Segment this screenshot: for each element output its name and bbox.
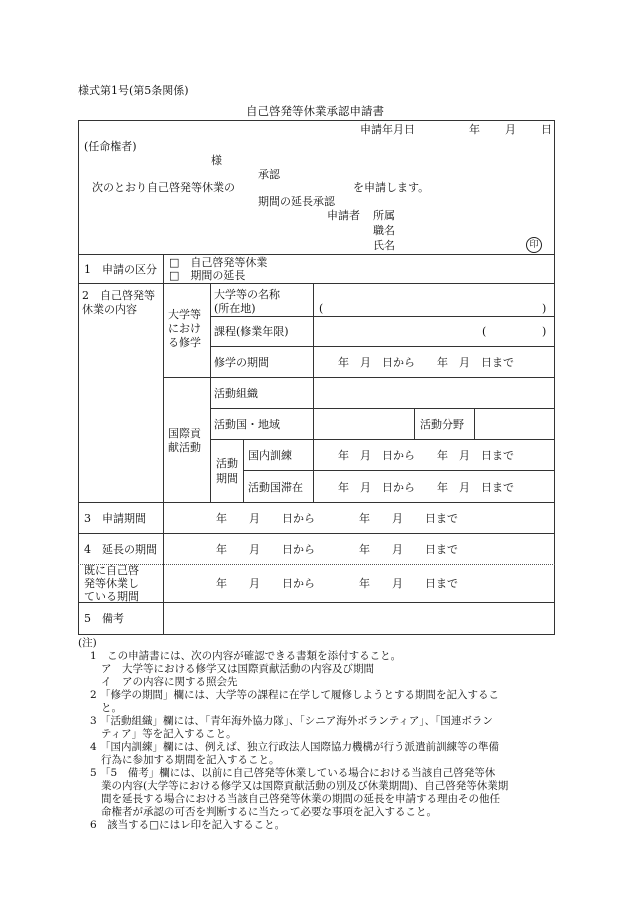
rule-university-name-bottom [210, 316, 555, 317]
date-year: 年 [469, 123, 480, 136]
rule-section3-bottom [78, 533, 555, 534]
note-line: ア 大学等における修学又は国際貢献活動の内容及び期間 [101, 663, 374, 675]
university-label-1: 大学等 [168, 308, 201, 321]
section1-label: 1 申請の区分 [84, 263, 157, 276]
rule-field-left [414, 408, 415, 439]
course-close-paren: ) [542, 325, 547, 338]
university-location-close-paren: ) [542, 302, 547, 315]
rule-period-column [243, 439, 244, 502]
rule-section2-bottom [78, 502, 555, 503]
approval-label: 承認 [258, 168, 280, 181]
already-leave-label-1: 既に自己啓 [84, 564, 139, 577]
request-prefix: 次のとおり自己啓発等休業の [92, 181, 235, 194]
rule-section4-bottom [78, 602, 555, 603]
already-leave-label-3: ている期間 [84, 590, 139, 603]
section2-label-line1: 2 自己啓発等 [82, 289, 155, 302]
note-line: 1 この申請書には、次の内容が確認できる書類を添付すること。 [90, 650, 402, 662]
note-line: 4 「国内訓練」欄には、例えば、独立行政法人国際協力機構が行う派遣前訓練等の準備 [90, 741, 500, 753]
activity-country-label: 活動国・地域 [214, 418, 280, 431]
note-line: 間を延長する場合における当該自己啓発等休業の期間の延長を申請する理由その他任 [101, 793, 500, 805]
university-label-3: る修学 [168, 336, 201, 349]
rule-university-bottom [163, 377, 555, 378]
rule-period-value-column [313, 439, 314, 502]
form-title: 自己啓発等休業承認申請書 [246, 104, 384, 118]
already-leave-value: 年 月 日から 年 月 日まで [216, 577, 458, 590]
country-stay-value: 年 月 日から 年 月 日まで [338, 481, 514, 494]
rule-field-right [474, 408, 475, 439]
note-line: ティア」等を記入すること。 [101, 728, 237, 740]
section2-label-line2: 休業の内容 [82, 303, 137, 316]
rule-org-bottom [210, 408, 555, 409]
date-month: 月 [505, 123, 516, 136]
study-period-value: 年 月 日から 年 月 日まで [338, 356, 514, 369]
study-period-label: 修学の期間 [214, 356, 269, 369]
applicant-label: 申請者 [327, 209, 360, 222]
rule-label-column [163, 254, 164, 635]
section3-value: 年 月 日から 年 月 日まで [216, 512, 458, 525]
activity-period-label-1: 活動 [216, 457, 238, 470]
note-line: 行為に参加する期間を記入すること。 [101, 754, 280, 766]
note-line: 命権者が承認の可否を判断するに当たって必要な事項を記入すること。 [101, 806, 437, 818]
checkbox-period-extension[interactable]: □ 期間の延長 [169, 269, 246, 282]
note-line: 2 「修学の期間」欄には、大学等の課程に在学して履修しようとする期間を記入するこ [90, 689, 500, 701]
name-label: 氏名 [373, 239, 395, 252]
notes-heading: (注) [78, 637, 97, 649]
country-stay-label: 活動国滞在 [248, 481, 303, 494]
rule-training-bottom [243, 470, 555, 471]
course-open-paren: ( [482, 325, 487, 338]
note-line: 3 「活動組織」欄には、「青年海外協力隊」、「シニア海外ボランティア」、「国連ボラン [90, 715, 493, 727]
sama-label: 様 [211, 154, 222, 167]
already-leave-label-2: 発等休業し [84, 577, 139, 590]
note-line: 6 該当する□にはレ印を記入すること。 [90, 819, 286, 831]
appointer-label: (任命権者) [84, 140, 137, 153]
extension-approval-label: 期間の延長承認 [258, 195, 335, 208]
position-label: 職名 [373, 224, 395, 237]
note-line: 5 「5 備考」欄には、以前に自己啓発等休業している場合における当該自己啓発等休 [90, 767, 496, 779]
section3-label: 3 申請期間 [84, 512, 146, 525]
rule-country-bottom [210, 439, 555, 440]
rule-course-bottom [210, 346, 555, 347]
section4-value: 年 月 日から 年 月 日まで [216, 543, 458, 556]
activity-field-label: 活動分野 [420, 418, 464, 431]
affiliation-label: 所属 [373, 209, 395, 222]
rule-section1-bottom [78, 283, 555, 284]
international-label-2: 献活動 [168, 441, 201, 454]
university-name-label: 大学等の名称 [214, 288, 280, 301]
university-label-2: におけ [168, 322, 201, 335]
rule-section4-dotted [78, 564, 555, 565]
domestic-training-value: 年 月 日から 年 月 日まで [338, 449, 514, 462]
section4-label: 4 延長の期間 [84, 543, 157, 556]
university-location-open-paren: ( [319, 302, 324, 315]
date-day: 日 [541, 123, 552, 136]
rule-sub-column [210, 283, 211, 502]
request-suffix: を申請します。 [353, 181, 430, 194]
section5-label: 5 備考 [84, 612, 124, 625]
activity-org-label: 活動組織 [214, 387, 258, 400]
domestic-training-label: 国内訓練 [248, 449, 292, 462]
note-line: と。 [101, 702, 122, 714]
note-line: 業の内容(大学等における修学又は国際貢献活動の別及び休業期間)、自己啓発等休業期 [101, 780, 509, 792]
activity-period-label-2: 期間 [216, 472, 238, 485]
course-label: 課程(修業年限) [214, 325, 289, 338]
university-location-label: (所在地) [214, 302, 256, 315]
seal-mark: 印 [526, 237, 542, 253]
rule-value-column [313, 283, 314, 439]
rule-header-bottom [78, 254, 555, 255]
form-number: 様式第1号(第5条関係) [78, 84, 189, 97]
checkbox-self-development-leave[interactable]: □ 自己啓発等休業 [169, 256, 268, 269]
international-label-1: 国際貢 [168, 427, 201, 440]
note-line: イ アの内容に関する照会先 [101, 676, 238, 688]
date-label: 申請年月日 [360, 123, 415, 136]
